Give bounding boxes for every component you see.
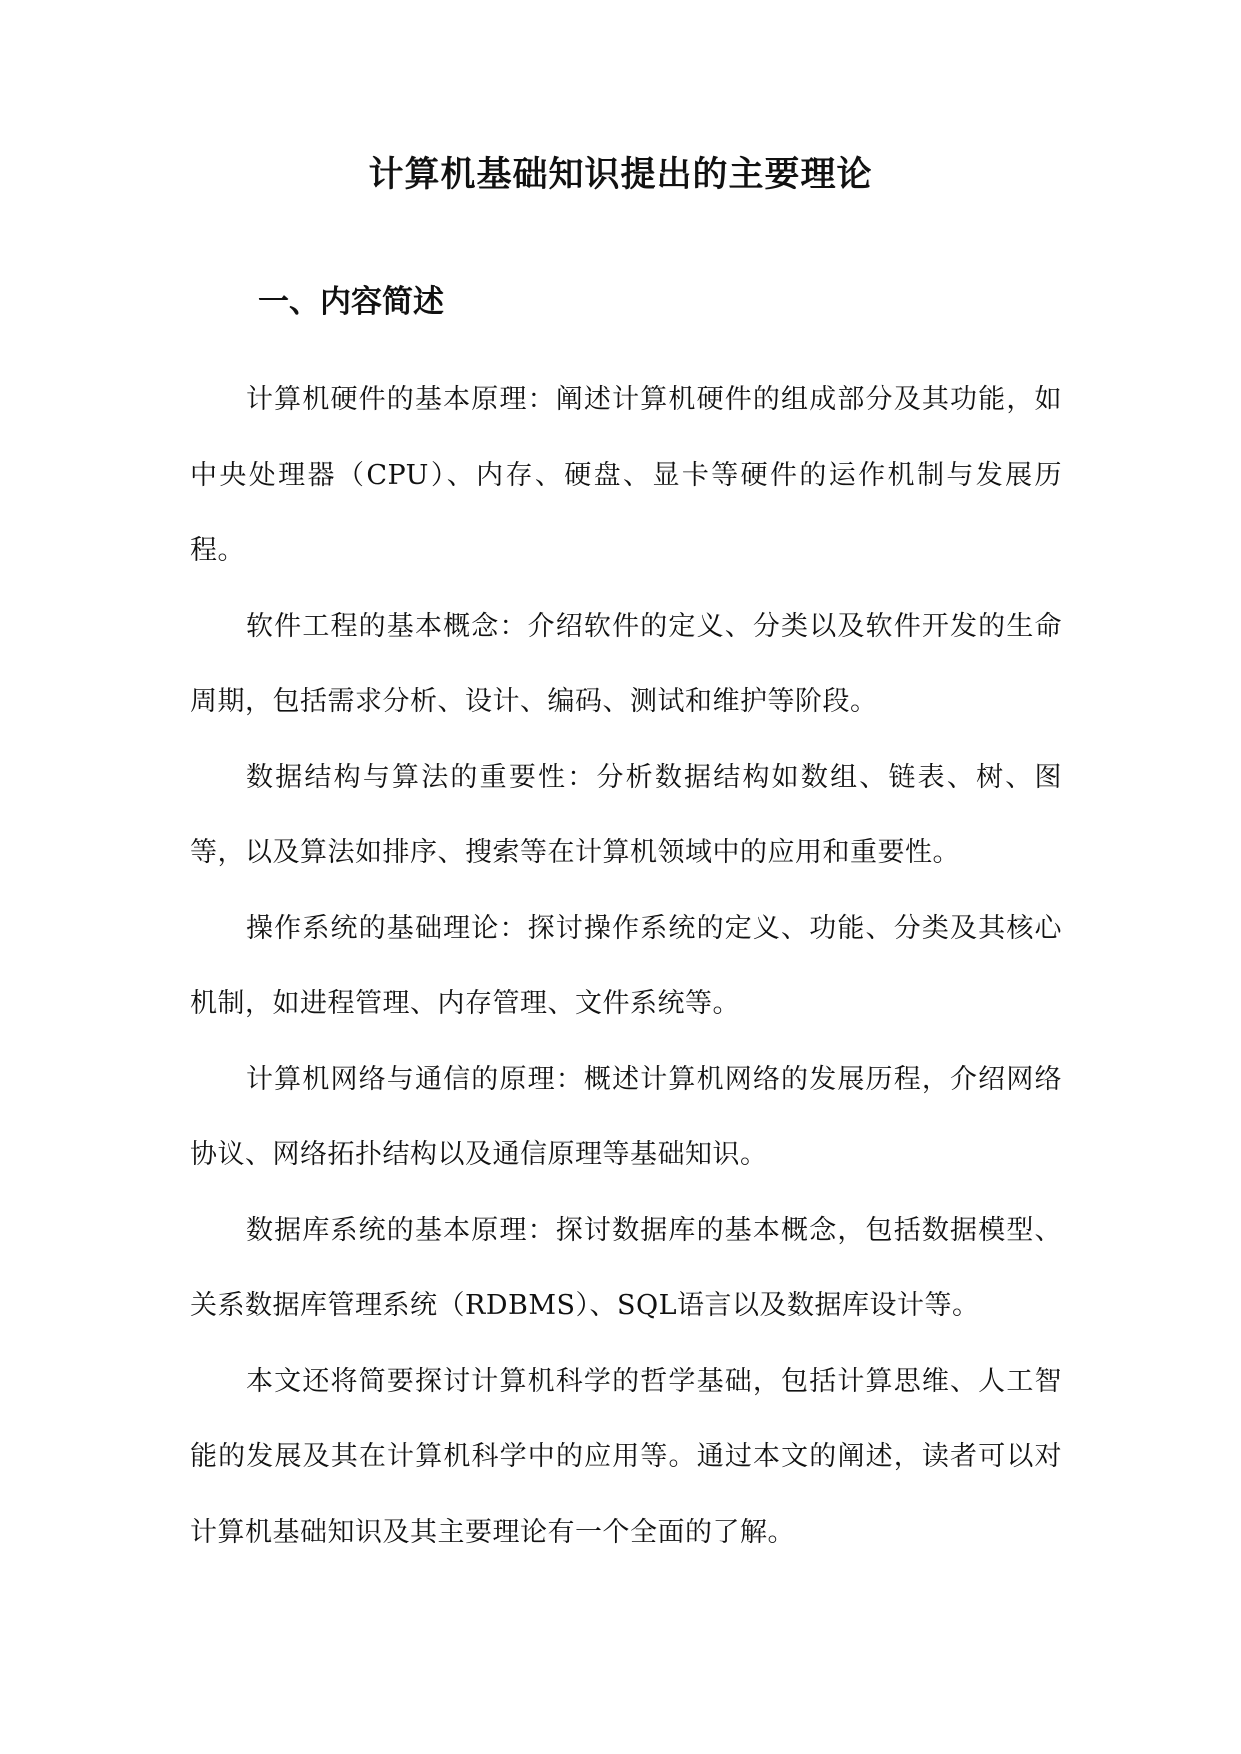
paragraph-networks: 计算机网络与通信的原理：概述计算机网络的发展历程，介绍网络协议、网络拓扑结构以及通信原理等基础知识。 xyxy=(190,1063,1062,1170)
paragraph-operating-systems: 操作系统的基础理论：探讨操作系统的定义、功能、分类及其核心机制，如进程管理、内存管理、文件系统等。 xyxy=(190,912,1062,1019)
paragraph-hardware: 计算机硬件的基本原理：阐述计算机硬件的组成部分及其功能，如中央处理器（CPU）、内存、硬盘、显卡等硬件的运作机制与发展历程。 xyxy=(190,384,1062,566)
paragraph-software-engineering: 软件工程的基本概念：介绍软件的定义、分类以及软件开发的生命周期，包括需求分析、设计、编码、测试和维护等阶段。 xyxy=(190,610,1062,717)
document-title: 计算机基础知识提出的主要理论 xyxy=(368,155,873,195)
body-text xyxy=(190,362,1062,1570)
section-heading: 一、内容简述 xyxy=(258,284,444,320)
paragraph-summary: 本文还将简要探讨计算机科学的哲学基础，包括计算思维、人工智能的发展及其在计算机科学中的应用等。通过本文的阐述，读者可以对计算机基础知识及其主要理论有一个全面的了解。 xyxy=(190,1365,1062,1548)
paragraph-databases: 数据库系统的基本原理：探讨数据库的基本概念，包括数据模型、关系数据库管理系统（RDBMS）、SQL语言以及数据库设计等。 xyxy=(190,1214,1062,1321)
paragraph-data-structures: 数据结构与算法的重要性：分析数据结构如数组、链表、树、图等，以及算法如排序、搜索等在计算机领域中的应用和重要性。 xyxy=(190,761,1062,868)
